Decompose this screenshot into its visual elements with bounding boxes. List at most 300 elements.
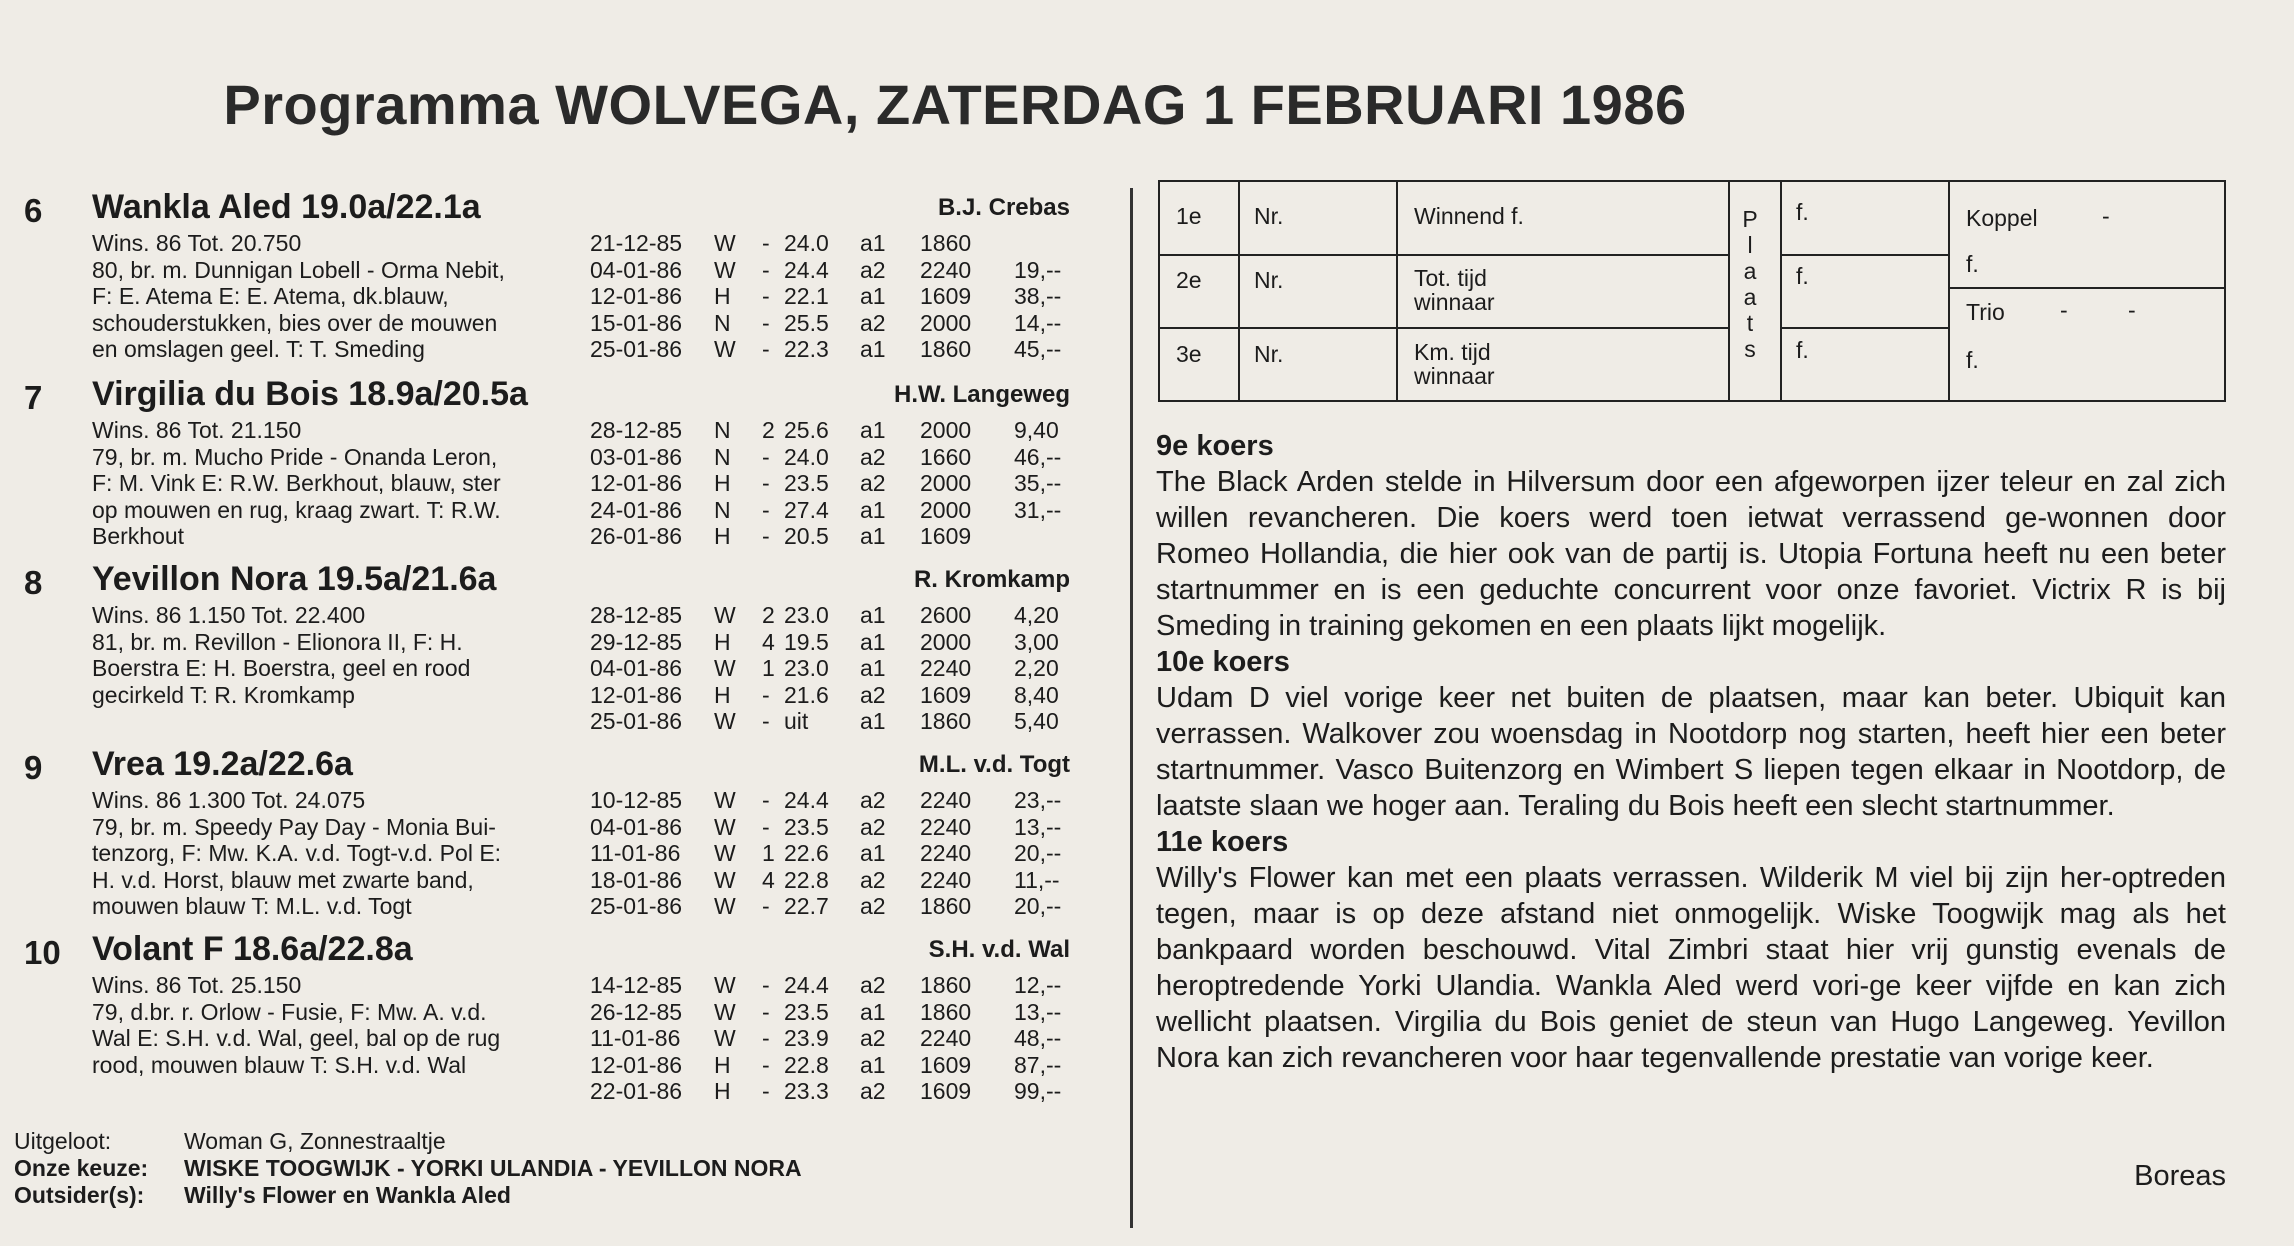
race-place: -	[762, 309, 770, 336]
race-row	[590, 840, 1080, 867]
race-dist: 1860	[920, 708, 972, 734]
desc-line: Boerstra E: H. Boerstra, geel en rood	[92, 655, 471, 681]
desc-line: op mouwen en rug, kraag zwart. T: R.W.	[92, 496, 501, 523]
race-time: 25.6	[784, 417, 829, 443]
race-track: W	[714, 840, 736, 866]
race-odds: 13,--	[1014, 813, 1062, 840]
race-date: 24-01-86	[590, 496, 683, 523]
race-place: 2	[762, 602, 775, 628]
race-dist: 1609	[920, 283, 972, 309]
race-odds: 20,--	[1014, 893, 1062, 919]
race-dist: 1609	[920, 1078, 972, 1104]
horse-description	[92, 417, 582, 550]
race-date: 25-01-86	[590, 708, 683, 734]
race-date: 21-12-85	[590, 230, 683, 256]
race-track: H	[714, 470, 731, 496]
race-date: 12-01-86	[590, 283, 683, 309]
race-time: 24.4	[784, 787, 829, 813]
race-row	[590, 257, 1080, 284]
race-place: -	[762, 336, 770, 362]
race-cls: a2	[860, 787, 886, 813]
race-cls: a1	[860, 283, 886, 309]
race-row	[590, 972, 1080, 999]
race-dist: 2240	[920, 1025, 972, 1051]
race-cls: a1	[860, 998, 886, 1025]
horse-trainer: M.L. v.d. Togt	[918, 751, 1070, 778]
table-line	[1396, 182, 1398, 400]
horse-description	[92, 602, 582, 708]
race-row	[590, 444, 1080, 471]
race-place: 1	[762, 840, 775, 866]
race-dist: 2000	[920, 496, 972, 523]
horse-trainer: R. Kromkamp	[913, 566, 1070, 593]
desc-line: Wins. 86 Tot. 25.150	[92, 972, 302, 998]
race-date: 11-01-86	[590, 840, 681, 866]
race-cls: a1	[860, 708, 886, 734]
horse-number: 9	[24, 749, 43, 786]
place-1-label: 1e	[1176, 203, 1202, 229]
race-odds: 23,--	[1014, 787, 1062, 813]
race-track: W	[714, 1025, 736, 1051]
table-line	[1948, 182, 1950, 400]
plaats-letter: a	[1743, 258, 1757, 284]
race-place: -	[762, 681, 770, 708]
race-cls: a1	[860, 523, 886, 549]
race-cls: a2	[860, 972, 886, 998]
race-odds: 11,--	[1014, 866, 1060, 893]
race-place: 4	[762, 866, 775, 893]
horse-description	[92, 230, 582, 363]
race-odds: 5,40	[1014, 708, 1059, 734]
horse-entry	[0, 930, 1110, 1110]
race-date: 10-12-85	[590, 787, 683, 813]
race-date: 26-01-86	[590, 523, 683, 549]
plaats-letter: s	[1744, 336, 1756, 362]
km-tijd-label: winnaar	[1414, 363, 1495, 389]
horse-name: Wankla Aled 19.0a/22.1a	[92, 188, 481, 226]
race-odds: 3,00	[1014, 628, 1059, 655]
race-row	[590, 602, 1080, 629]
race-date: 12-01-86	[590, 470, 683, 496]
race-row	[590, 893, 1080, 920]
race-odds: 9,40	[1014, 417, 1059, 443]
race-dist: 1609	[920, 1051, 972, 1078]
winnend-label: Winnend f.	[1414, 203, 1524, 229]
commentary-heading: 11e koers	[1156, 826, 1289, 858]
desc-line: Wins. 86 Tot. 20.750	[92, 230, 302, 256]
outsider-row	[14, 1182, 1114, 1209]
race-dist: 2000	[920, 628, 972, 655]
table-line	[1728, 182, 1730, 400]
horse-name: Virgilia du Bois 18.9a/20.5a	[92, 375, 528, 413]
race-time: uit	[784, 708, 809, 734]
race-dist: 2000	[920, 470, 972, 496]
race-results	[590, 787, 1080, 920]
tot-tijd-label: Tot. tijd	[1414, 265, 1487, 291]
horse-name: Yevillon Nora 19.5a/21.6a	[92, 560, 497, 598]
commentary-heading: 9e koers	[1156, 430, 1274, 462]
race-time: 23.3	[784, 1078, 829, 1104]
koppel-dash: -	[2102, 203, 2110, 229]
race-odds: 38,--	[1014, 283, 1062, 309]
race-track: W	[714, 866, 736, 893]
race-track: W	[714, 336, 736, 362]
table-line	[1238, 182, 1240, 400]
race-results	[590, 230, 1080, 363]
tot-tijd-label: winnaar	[1414, 289, 1495, 315]
race-place: -	[762, 496, 770, 523]
race-date: 29-12-85	[590, 628, 683, 655]
f-label: f.	[1796, 337, 1809, 363]
race-date: 12-01-86	[590, 681, 683, 708]
race-time: 23.5	[784, 998, 829, 1025]
race-place: -	[762, 893, 770, 919]
race-place: -	[762, 1025, 770, 1051]
nr-label: Nr.	[1254, 203, 1284, 229]
desc-line: Wins. 86 1.300 Tot. 24.075	[92, 787, 366, 813]
race-row	[590, 708, 1080, 735]
race-time: 24.4	[784, 972, 829, 998]
race-place: -	[762, 1078, 770, 1104]
race-time: 20.5	[784, 523, 829, 549]
column-divider	[1130, 188, 1133, 1228]
desc-line: Berkhout	[92, 523, 185, 549]
race-cls: a2	[860, 309, 886, 336]
race-track: H	[714, 681, 731, 708]
race-date: 15-01-86	[590, 309, 683, 336]
race-track: H	[714, 523, 731, 549]
race-cls: a2	[860, 470, 886, 496]
race-dist: 1609	[920, 681, 972, 708]
race-cls: a2	[860, 893, 886, 919]
desc-line: gecirkeld T: R. Kromkamp	[92, 681, 355, 708]
race-place: -	[762, 972, 770, 998]
race-track: W	[714, 893, 736, 919]
race-results	[590, 972, 1080, 1105]
race-cls: a2	[860, 681, 886, 708]
commentary-text: The Black Arden stelde in Hilversum door een afgeworpen ijzer teleur en zal zich willen revancheren. Die koers werd toen ietwat verrassend ge-wonnen door Romeo Hollandia, die hier ook van de partij is. Utopia Fortuna heeft nu een beter startnummer en is een geduchte concurrent voor onze favoriet. Victrix R is bij Smeding in training gekomen en een plaats lijkt mogelijk.	[1156, 466, 2226, 642]
race-time: 27.4	[784, 496, 829, 523]
race-odds: 20,--	[1014, 840, 1062, 866]
race-row	[590, 523, 1080, 550]
outsider-label: Outsider(s):	[14, 1182, 145, 1208]
race-row	[590, 629, 1080, 656]
race-place: -	[762, 813, 770, 840]
outsider-value: Willy's Flower en Wankla Aled	[184, 1182, 511, 1208]
race-cls: a2	[860, 1025, 886, 1051]
trio-dash: -	[2128, 297, 2136, 323]
plaats-letter: t	[1746, 310, 1754, 336]
race-row	[590, 1052, 1080, 1079]
race-cls: a2	[860, 443, 886, 470]
plaats-letter: a	[1743, 284, 1757, 310]
race-track: W	[714, 972, 736, 998]
race-cls: a1	[860, 628, 886, 655]
race-date: 28-12-85	[590, 417, 683, 443]
race-place: 1	[762, 655, 775, 681]
desc-line: Wins. 86 1.150 Tot. 22.400	[92, 602, 366, 628]
race-place: -	[762, 443, 770, 470]
race-dist: 1860	[920, 998, 972, 1025]
race-dist: 2000	[920, 417, 972, 443]
horse-name: Volant F 18.6a/22.8a	[92, 930, 413, 968]
race-track: N	[714, 443, 731, 470]
race-dist: 1609	[920, 523, 972, 549]
horse-description	[92, 972, 582, 1078]
race-row	[590, 230, 1080, 257]
race-odds: 19,--	[1014, 256, 1062, 283]
race-results	[590, 602, 1080, 735]
uitgeloot-label: Uitgeloot:	[14, 1128, 112, 1154]
desc-line: tenzorg, F: Mw. K.A. v.d. Togt-v.d. Pol E:	[92, 840, 502, 866]
horse-entry	[0, 560, 1110, 740]
horse-trainer: S.H. v.d. Wal	[928, 936, 1070, 963]
race-dist: 2240	[920, 866, 972, 893]
page-title: Programma WOLVEGA, ZATERDAG 1 FEBRUARI 1986	[223, 73, 1687, 136]
race-time: 22.8	[784, 1051, 829, 1078]
race-time: 24.0	[784, 230, 829, 256]
race-date: 11-01-86	[590, 1025, 681, 1051]
horse-number: 10	[24, 934, 61, 971]
race-odds: 48,--	[1014, 1025, 1062, 1051]
race-row	[590, 417, 1080, 444]
horse-entry	[0, 745, 1110, 925]
table-line	[1780, 182, 1782, 400]
race-place: -	[762, 230, 770, 256]
race-row	[590, 470, 1080, 497]
desc-line: en omslagen geel. T: T. Smeding	[92, 336, 425, 362]
race-row	[590, 999, 1080, 1026]
race-track: H	[714, 628, 731, 655]
race-odds: 87,--	[1014, 1051, 1062, 1078]
race-track: W	[714, 813, 736, 840]
f-label: f.	[1796, 263, 1809, 289]
race-track: W	[714, 655, 736, 681]
race-track: W	[714, 708, 736, 734]
keuze-row	[14, 1155, 1114, 1182]
keuze-value: WISKE TOOGWIJK - YORKI ULANDIA - YEVILLON NORA	[184, 1155, 802, 1181]
race-track: H	[714, 1051, 731, 1078]
race-date: 04-01-86	[590, 655, 683, 681]
f-label: f.	[1796, 199, 1809, 225]
race-time: 22.6	[784, 840, 829, 866]
keuze-label: Onze keuze:	[14, 1155, 149, 1181]
table-line	[1780, 327, 1948, 329]
km-tijd-label: Km. tijd	[1414, 339, 1491, 365]
race-dist: 2240	[920, 256, 972, 283]
race-time: 22.1	[784, 283, 829, 309]
uitgeloot-value: Woman G, Zonnestraaltje	[184, 1128, 446, 1154]
desc-line: H. v.d. Horst, blauw met zwarte band,	[92, 866, 474, 893]
race-dist: 1860	[920, 336, 972, 362]
race-date: 12-01-86	[590, 1051, 683, 1078]
koppel-label: Koppel	[1966, 205, 2038, 231]
horse-number: 6	[24, 192, 43, 229]
race-row	[590, 336, 1080, 363]
race-date: 25-01-86	[590, 893, 683, 919]
nr-label: Nr.	[1254, 341, 1284, 367]
race-dist: 1660	[920, 443, 972, 470]
race-track: W	[714, 998, 736, 1025]
place-3-label: 3e	[1176, 341, 1202, 367]
race-row	[590, 1025, 1080, 1052]
horse-description	[92, 787, 582, 920]
race-row	[590, 682, 1080, 709]
race-time: 24.0	[784, 443, 829, 470]
race-time: 23.0	[784, 655, 829, 681]
commentary-heading: 10e koers	[1156, 646, 1290, 678]
race-place: 4	[762, 628, 775, 655]
race-dist: 1860	[920, 893, 972, 919]
race-date: 25-01-86	[590, 336, 683, 362]
race-time: 25.5	[784, 309, 829, 336]
race-commentary	[1156, 428, 2226, 1076]
horse-trainer: H.W. Langeweg	[893, 381, 1070, 408]
race-odds: 45,--	[1014, 336, 1062, 362]
race-results	[590, 417, 1080, 550]
horse-name: Vrea 19.2a/22.6a	[92, 745, 353, 783]
race-time: 23.5	[784, 470, 829, 496]
race-odds: 35,--	[1014, 470, 1062, 496]
uitgeloot-row	[14, 1128, 1114, 1155]
desc-line: F: E. Atema E: E. Atema, dk.blauw,	[92, 283, 449, 309]
race-odds: 31,--	[1014, 496, 1062, 523]
table-line	[1780, 254, 1948, 256]
race-track: N	[714, 417, 731, 443]
race-cls: a2	[860, 813, 886, 840]
race-cls: a1	[860, 602, 886, 628]
race-place: -	[762, 523, 770, 549]
race-time: 23.9	[784, 1025, 829, 1051]
race-time: 24.4	[784, 256, 829, 283]
plaats-vertical-label	[1740, 206, 1760, 362]
table-line	[1948, 287, 2224, 289]
race-date: 22-01-86	[590, 1078, 683, 1104]
race-odds: 2,20	[1014, 655, 1059, 681]
desc-line: 79, d.br. r. Orlow - Fusie, F: Mw. A. v.d.	[92, 998, 487, 1025]
race-date: 04-01-86	[590, 813, 683, 840]
race-cls: a1	[860, 840, 886, 866]
trio-dash: -	[2060, 297, 2068, 323]
table-line	[1160, 254, 1728, 256]
race-row	[590, 1078, 1080, 1105]
race-place: -	[762, 256, 770, 283]
race-cls: a1	[860, 336, 886, 362]
race-place: -	[762, 708, 770, 734]
race-place: -	[762, 470, 770, 496]
author-signature: Boreas	[2134, 1160, 2226, 1192]
horse-entry	[0, 375, 1110, 555]
race-row	[590, 655, 1080, 682]
race-date: 04-01-86	[590, 256, 683, 283]
race-cls: a1	[860, 230, 886, 256]
desc-line: mouwen blauw T: M.L. v.d. Togt	[92, 893, 412, 919]
race-date: 14-12-85	[590, 972, 683, 998]
race-dist: 1860	[920, 972, 972, 998]
race-odds: 8,40	[1014, 681, 1059, 708]
race-dist: 2600	[920, 602, 972, 628]
race-odds: 13,--	[1014, 998, 1062, 1025]
race-date: 28-12-85	[590, 602, 683, 628]
race-odds: 14,--	[1014, 309, 1062, 336]
selection-footer	[14, 1128, 1114, 1209]
race-row	[590, 814, 1080, 841]
race-cls: a2	[860, 256, 886, 283]
race-place: -	[762, 787, 770, 813]
commentary-text: Willy's Flower kan met een plaats verrassen. Wilderik M viel bij zijn her-optreden tegen, maar is op deze afstand niet onmogelijk. Wiske Toogwijk mag als het bankpaard worden beschouwd. Vital Zimbri staat hier vrij gunstig evenals de heroptredende Yorki Ulandia. Wankla Aled werd vori-ge keer vijfde en kan zich wellicht plaatsen. Virgilia du Bois geniet de steun van Hugo Langeweg. Yevillon Nora kan zich revancheren voor haar tegenvallende prestatie van vorige keer.	[1156, 862, 2226, 1074]
race-track: W	[714, 602, 736, 628]
race-odds: 46,--	[1014, 443, 1062, 470]
desc-line: 80, br. m. Dunnigan Lobell - Orma Nebit,	[92, 256, 505, 283]
race-track: W	[714, 230, 736, 256]
race-date: 18-01-86	[590, 866, 683, 893]
race-track: N	[714, 309, 731, 336]
plaats-letter: P	[1742, 206, 1758, 232]
race-dist: 2000	[920, 309, 972, 336]
prognosis-table	[1158, 180, 2226, 402]
race-date: 03-01-86	[590, 443, 683, 470]
race-time: 22.7	[784, 893, 829, 919]
desc-line: Wal E: S.H. v.d. Wal, geel, bal op de rug	[92, 1025, 501, 1051]
race-place: -	[762, 283, 770, 309]
desc-line: rood, mouwen blauw T: S.H. v.d. Wal	[92, 1051, 467, 1078]
race-track: W	[714, 787, 736, 813]
race-cls: a1	[860, 417, 886, 443]
desc-line: 81, br. m. Revillon - Elionora II, F: H.	[92, 628, 463, 655]
race-row	[590, 497, 1080, 524]
race-row	[590, 310, 1080, 337]
race-cls: a1	[860, 496, 886, 523]
race-track: H	[714, 283, 731, 309]
race-track: N	[714, 496, 731, 523]
race-time: 23.0	[784, 602, 829, 628]
desc-line: schouderstukken, bies over de mouwen	[92, 309, 498, 336]
desc-line: 79, br. m. Mucho Pride - Onanda Leron,	[92, 443, 498, 470]
race-place: -	[762, 1051, 770, 1078]
race-place: -	[762, 998, 770, 1025]
f-label: f.	[1966, 251, 1979, 277]
race-dist: 1860	[920, 230, 972, 256]
place-2-label: 2e	[1176, 267, 1202, 293]
race-row	[590, 787, 1080, 814]
table-line	[1160, 327, 1728, 329]
race-date: 26-12-85	[590, 998, 683, 1025]
trio-label: Trio	[1966, 299, 2005, 325]
race-odds: 99,--	[1014, 1078, 1062, 1104]
horse-number: 7	[24, 379, 43, 416]
race-dist: 2240	[920, 655, 972, 681]
race-track: W	[714, 256, 736, 283]
race-dist: 2240	[920, 813, 972, 840]
race-dist: 2240	[920, 787, 972, 813]
race-row	[590, 867, 1080, 894]
nr-label: Nr.	[1254, 267, 1284, 293]
race-cls: a1	[860, 655, 886, 681]
race-dist: 2240	[920, 840, 972, 866]
race-time: 21.6	[784, 681, 829, 708]
f-label: f.	[1966, 347, 1979, 373]
race-odds: 4,20	[1014, 602, 1059, 628]
race-time: 23.5	[784, 813, 829, 840]
race-time: 19.5	[784, 628, 829, 655]
desc-line: F: M. Vink E: R.W. Berkhout, blauw, ster	[92, 470, 501, 496]
commentary-text: Udam D viel vorige keer net buiten de plaatsen, maar kan beter. Ubiquit kan verrassen. Walkover zou woensdag in Nootdorp nog starten, heeft hier een beter startnummer. Vasco Buitenzorg en Wimbert S liepen tegen elkaar in Nootdorp, de laatste slaan we hoger aan. Teraling du Bois heeft een slecht startnummer.	[1156, 682, 2226, 822]
horse-entry	[0, 188, 1110, 368]
race-row	[590, 283, 1080, 310]
race-cls: a2	[860, 1078, 886, 1104]
plaats-letter: l	[1747, 232, 1753, 258]
race-place: 2	[762, 417, 775, 443]
